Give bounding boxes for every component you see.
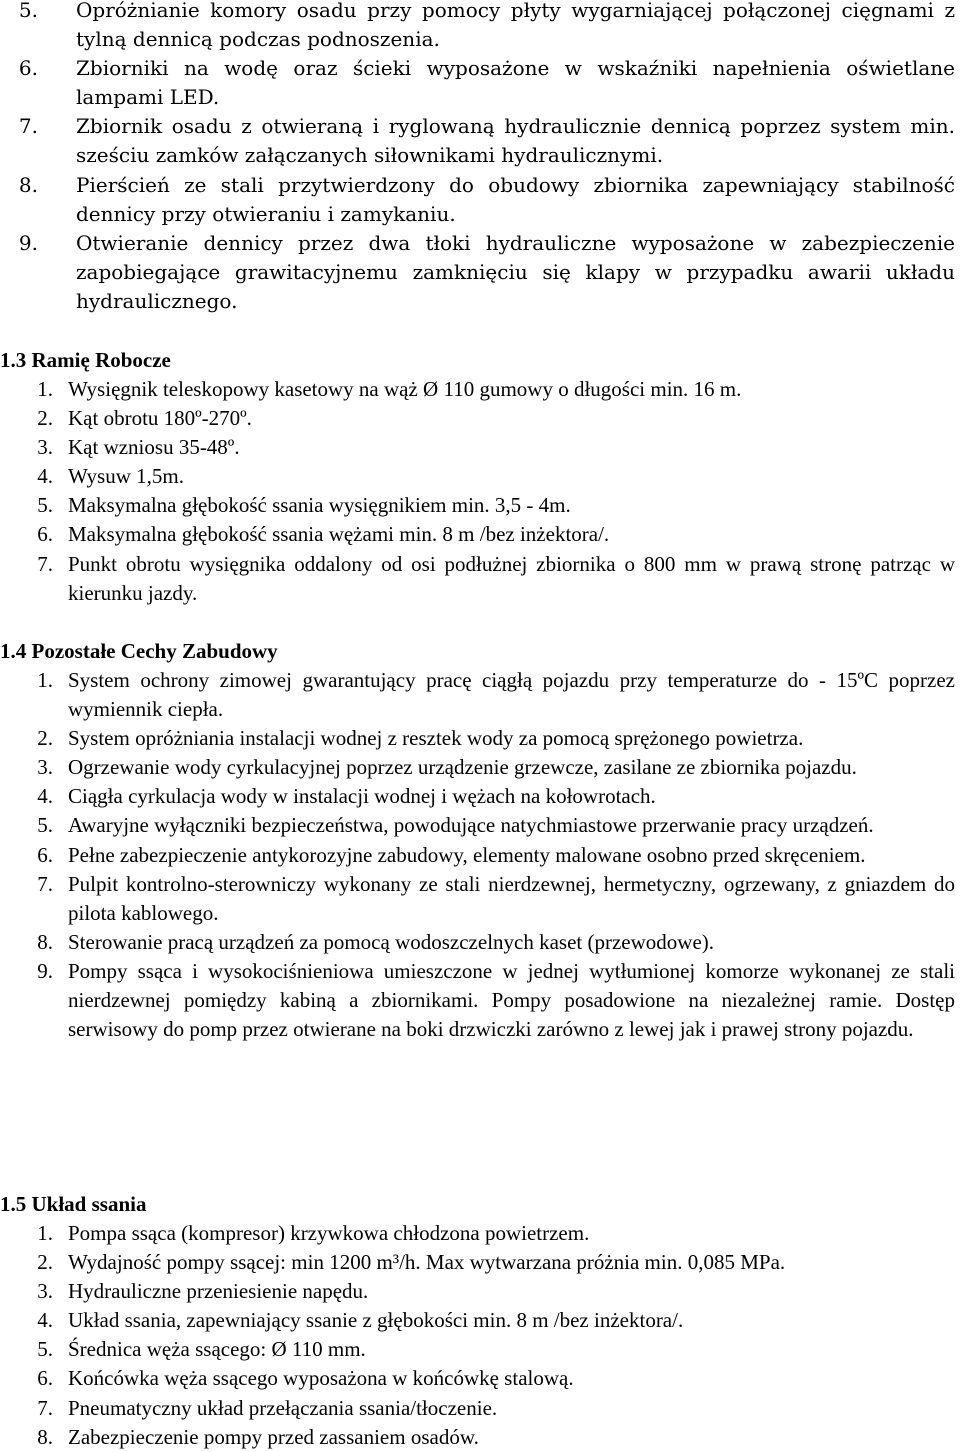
item-text: Punkt obrotu wysięgnika oddalony od osi podłużnej zbiornika o 800 mm w prawą stronę patrząc w kierunku jazdy.: [68, 551, 955, 605]
item-text: Zbiornik osadu z otwieraną i ryglowaną hydraulicznie dennicą poprzez system min. sześciu zamków załączanych siłownikami hydraulicznymi.: [76, 114, 955, 168]
item-number: 1.: [37, 668, 53, 692]
list-item: [0, 1394, 955, 1423]
item-text: Zbiorniki na wodę oraz ścieki wyposażone w wskaźniki napełnienia oświetlane lampami LED.: [76, 56, 955, 110]
list-item: [0, 229, 955, 316]
item-number: 4.: [37, 784, 53, 809]
item-number: 9.: [37, 958, 53, 983]
list-item: [0, 870, 955, 928]
list-item: [0, 375, 955, 404]
list-item: [0, 928, 955, 957]
list-item: [0, 957, 955, 1044]
list-item: [0, 811, 955, 840]
item-text: Pneumatyczny układ przełączania ssania/tłoczenie.: [68, 1395, 498, 1420]
item-number: 2.: [37, 726, 53, 751]
item-text: Wydajność pompy ssącej: min 1200 m³/h. Max wytwarzana próżnia min. 0,085 MPa.: [68, 1250, 786, 1275]
item-text: System ochrony zimowej gwarantujący pracę ciągłą pojazdu przy temperaturze do - 15ºC poprzez wymiennik ciepła.: [68, 668, 955, 722]
item-number: 5.: [37, 813, 53, 838]
item-number: 7.: [18, 114, 38, 139]
item-number: 3.: [37, 755, 53, 780]
item-number: 8.: [37, 1424, 53, 1449]
list-item: [0, 841, 955, 870]
list-item: [0, 1335, 955, 1364]
list-continued: [0, 0, 955, 316]
list-item: [0, 550, 955, 608]
item-text: Kąt wzniosu 35-48º.: [68, 435, 240, 460]
item-text: Opróżnianie komory osadu przy pomocy płyty wygarniającej połączonej cięgnami z tylną dennicą podczas podnoszenia.: [76, 0, 955, 52]
item-number: 2.: [37, 1250, 53, 1275]
item-text: Sterowanie pracą urządzeń za pomocą wodoszczelnych kaset (przewodowe).: [68, 929, 715, 954]
item-text: Układ ssania, zapewniający ssanie z głębokości min. 8 m /bez inżektora/.: [68, 1308, 684, 1333]
section-heading-1-4: 1.4 Pozostałe Cechy Zabudowy: [0, 639, 278, 663]
list-item: [0, 1364, 955, 1393]
list-item: [0, 1277, 955, 1306]
section-heading-1-3: 1.3 Ramię Robocze: [0, 348, 171, 372]
list-item: [0, 782, 955, 811]
item-text: Końcówka węża ssącego wyposażona w końcówkę stalową.: [68, 1366, 574, 1391]
section-list-1-4: [0, 666, 955, 1044]
item-text: Kąt obrotu 180º-270º.: [68, 406, 252, 431]
list-item: [0, 54, 955, 112]
list-item: [0, 433, 955, 462]
item-text: Ogrzewanie wody cyrkulacyjnej poprzez urządzenie grzewcze, zasilane ze zbiornika pojazdu.: [68, 755, 857, 780]
item-number: 6.: [37, 842, 53, 867]
item-text: Wysięgnik teleskopowy kasetowy na wąż Ø 110 gumowy o długości min. 16 m.: [68, 377, 742, 401]
list-item: [0, 112, 955, 170]
list-item: [0, 1423, 955, 1452]
item-number: 1.: [37, 377, 53, 401]
list-item: [0, 724, 955, 753]
list-item: [0, 1306, 955, 1335]
item-number: 9.: [18, 230, 38, 255]
section-list-1-3: [0, 375, 955, 608]
item-text: Pulpit kontrolno-sterowniczy wykonany ze stali nierdzewnej, hermetyczny, ogrzewany, z gniazdem do pilota kablowego.: [68, 871, 955, 925]
list-item: [0, 1219, 955, 1248]
list-item: [0, 462, 955, 491]
item-text: Ciągła cyrkulacja wody w instalacji wodnej i wężach na kołowrotach.: [68, 784, 656, 809]
item-number: 8.: [37, 929, 53, 954]
item-number: 7.: [37, 551, 53, 576]
item-number: 4.: [37, 464, 53, 489]
item-text: Zabezpieczenie pompy przed zassaniem osadów.: [68, 1424, 479, 1449]
list-item: [0, 171, 955, 229]
item-number: 6.: [37, 1366, 53, 1391]
item-number: 4.: [37, 1308, 53, 1333]
item-text: Pierścień ze stali przytwierdzony do obudowy zbiornika zapewniający stabilność dennicy przy otwieraniu i zamykaniu.: [76, 172, 955, 226]
item-number: 5.: [18, 0, 38, 22]
list-item: [0, 666, 955, 724]
item-text: Hydrauliczne przeniesienie napędu.: [68, 1279, 369, 1304]
item-text: Pompy ssąca i wysokociśnieniowa umieszczone w jednej wytłumionej komorze wykonanej ze stali nierdzewnej pomiędzy kabiną a zbiornikami. Pompy posadowione na niezależnej ramie. Dostęp serwisowy do pomp przez otwierane na boki drzwiczki zarówno z lewej jak i prawej strony pojazdu.: [68, 958, 955, 1042]
list-item: [0, 0, 955, 54]
item-text: Wysuw 1,5m.: [68, 464, 184, 489]
item-text: Średnica węża ssącego: Ø 110 mm.: [68, 1337, 366, 1362]
item-text: Pompa ssąca (kompresor) krzywkowa chłodzona powietrzem.: [68, 1221, 590, 1245]
list-item: [0, 520, 955, 549]
item-number: 5.: [37, 1337, 53, 1362]
item-text: Awaryjne wyłączniki bezpieczeństwa, powodujące natychmiastowe przerwanie pracy urządzeń.: [68, 813, 874, 838]
item-number: 3.: [37, 1279, 53, 1304]
section-list-1-5: [0, 1219, 955, 1452]
item-number: 5.: [37, 493, 53, 518]
list-item: [0, 753, 955, 782]
item-number: 3.: [37, 435, 53, 460]
item-number: 1.: [37, 1221, 53, 1245]
item-text: System opróżniania instalacji wodnej z resztek wody za pomocą sprężonego powietrza.: [68, 726, 804, 751]
item-number: 7.: [37, 1395, 53, 1420]
item-text: Maksymalna głębokość ssania wysięgnikiem min. 3,5 - 4m.: [68, 493, 571, 518]
list-item: [0, 1248, 955, 1277]
item-number: 2.: [37, 406, 53, 431]
item-number: 7.: [37, 871, 53, 896]
item-number: 6.: [37, 522, 53, 547]
item-text: Maksymalna głębokość ssania wężami min. 8 m /bez inżektora/.: [68, 522, 610, 547]
item-text: Pełne zabezpieczenie antykorozyjne zabudowy, elementy malowane osobno przed skręceniem.: [68, 842, 866, 867]
item-number: 8.: [18, 172, 38, 197]
list-item: [0, 491, 955, 520]
section-heading-1-5: 1.5 Układ ssania: [0, 1192, 147, 1216]
list-item: [0, 404, 955, 433]
item-text: Otwieranie dennicy przez dwa tłoki hydrauliczne wyposażone w zabezpieczenie zapobiegające grawitacyjnemu zamknięciu się klapy w przypadku awarii układu hydraulicznego.: [76, 230, 955, 313]
item-number: 6.: [18, 56, 38, 81]
